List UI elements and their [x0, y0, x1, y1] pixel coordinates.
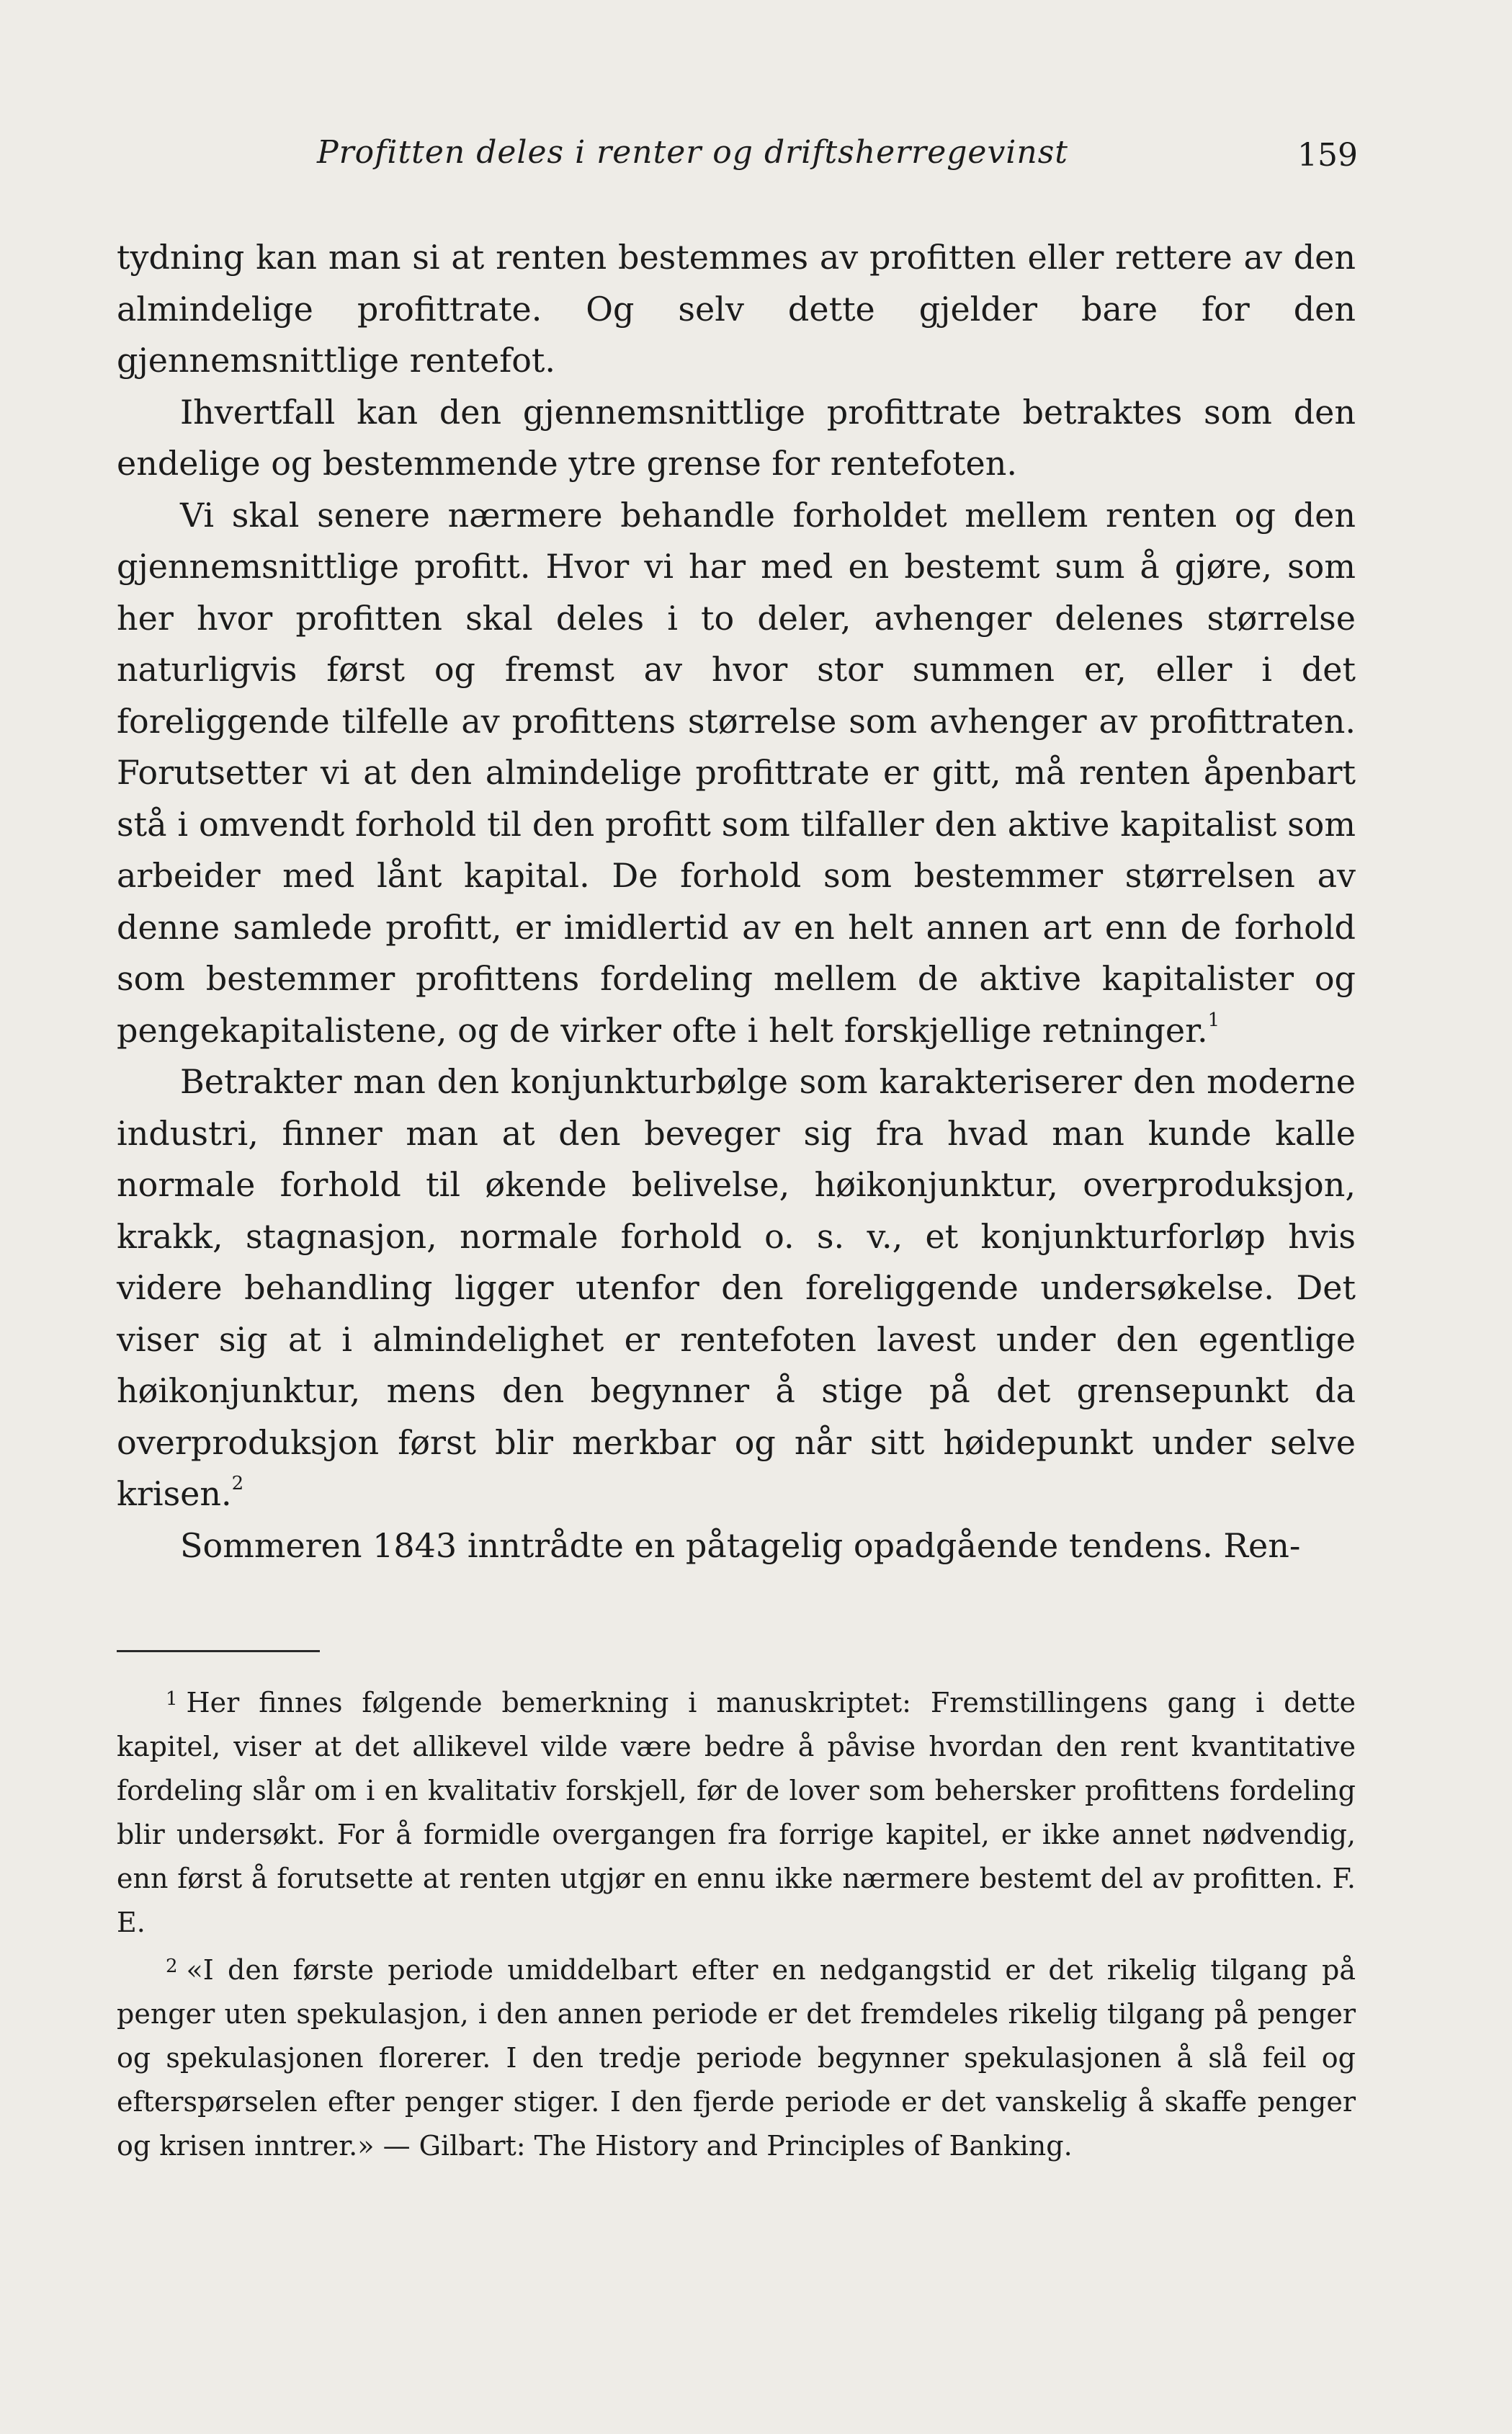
paragraph-text: Betrakter man den konjunkturbølge som karakteriserer den moderne industri, finner man at den beveger sig fra hvad man kunde kalle normale forhold til økende belivelse, høikonjunktur, overproduksjon, krakk, stagnasjon, normale forhold o. s. v., et konjunkturforløp hvis videre behandling ligger utenfor den foreliggende undersøkelse. Det viser sig at i almindelighet er rentefoten lavest under den egentlige høikonjunktur, mens den begynner å stige på det grensepunkt da overproduksjon først blir merkbar og når sitt høidepunkt under selve krisen. — [117, 1062, 1356, 1513]
footnote-mark: 2 — [166, 1956, 178, 1977]
paragraph-text: Vi skal senere nærmere behandle forholdet mellem renten og den gjennemsnittlige profitt. Hvor vi har med en bestemt sum å gjøre, som her hvor profitten skal deles i to deler, avhenger delenes størrelse naturligvis først og fremst av hvor stor summen er, eller i det foreliggende tilfelle av profittens størrelse som avhenger av profittraten. Forutsetter vi at den almindelige profittrate er gitt, må renten åpenbart stå i omvendt forhold til den profitt som tilfaller den aktive kapitalist som arbeider med lånt kapital. De forhold som bestemmer størrelsen av denne samlede profitt, er imidlertid av en helt annen art enn de forhold som bestemmer profittens fordeling mellem de aktive kapitalister og pengekapitalistene, og de virker ofte i helt forskjellige retninger. — [117, 495, 1356, 1050]
running-head — [317, 134, 1358, 184]
footnote — [117, 1677, 1356, 1945]
footnote-text: Her finnes følgende bemerkning i manuskriptet: Fremstillingens gang i dette kapitel, viser at det allikevel vilde være bedre å påvise hvordan den rent kvantitative fordeling slår om i en kvalitativ forskjell, før de lover som behersker profittens fordeling blir undersøkt. For å formidle overgangen fra forrige kapitel, er ikke annet nødvendig, enn først å forutsette at renten utgjør en ennu ikke nærmere bestemt del av profitten. F. E. — [117, 1687, 1356, 1938]
footnote-text: «I den første periode umiddelbart efter en nedgangstid er det rikelig tilgang på penger uten spekulasjon, i den annen periode er det fremdeles rikelig tilgang på penger og spekulasjonen florerer. I den tredje periode begynner spekulasjonen å slå feil og efterspørselen efter penger stiger. I den fjerde periode er det vanskelig å skaffe penger og krisen inntrer.» — Gilbart: The History and Principles of Banking. — [117, 1954, 1356, 2162]
paragraph: Ihvertfall kan den gjennemsnittlige profittrate betraktes som den endelige og bestemmende ytre grense for rentefoten. — [117, 392, 1356, 483]
paragraph-continued: tydning kan man si at renten bestemmes av profitten eller rettere av den almindelige profittrate. Og selv dette gjelder bare for den gjennemsnittlige rentefot. — [117, 238, 1356, 380]
footnote-ref: 2 — [231, 1473, 244, 1494]
body-text — [117, 232, 1356, 1572]
footnote — [117, 1945, 1356, 2168]
footnote-mark: 1 — [166, 1688, 178, 1710]
running-title: Profitten deles i renter og driftsherregevinst — [317, 134, 1068, 171]
paragraph — [117, 1056, 1356, 1520]
page-number: 159 — [1297, 137, 1358, 174]
footnote-divider — [117, 1650, 320, 1652]
footnotes — [117, 1677, 1356, 2168]
paragraph: Sommeren 1843 inntrådte en påtagelig opadgående tendens. Ren- — [180, 1525, 1301, 1565]
paragraph — [117, 490, 1356, 1057]
footnote-ref: 1 — [1207, 1009, 1220, 1031]
